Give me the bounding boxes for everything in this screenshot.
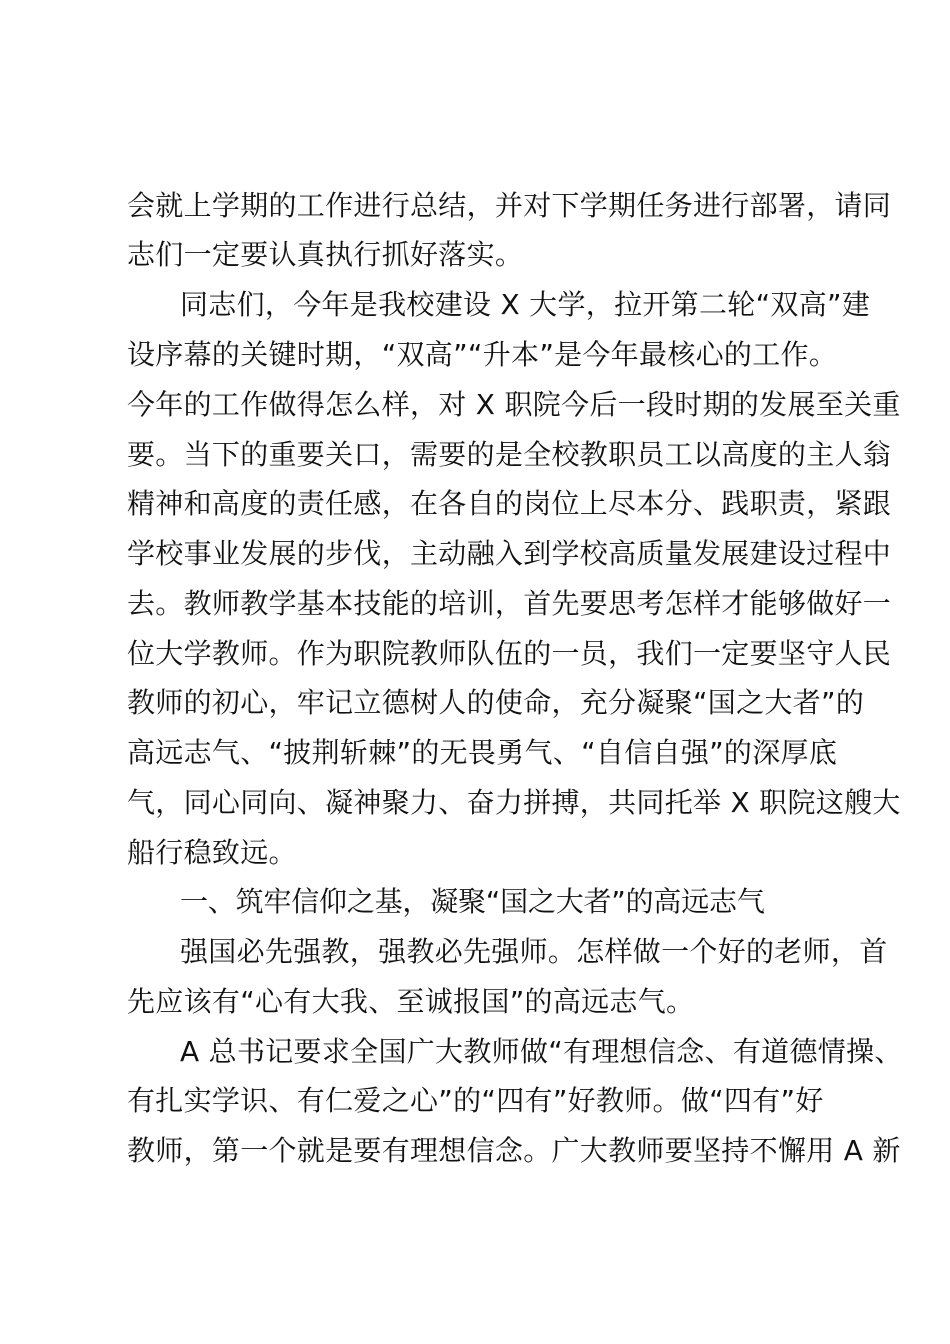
text-line: 船行稳致远。 xyxy=(127,836,297,869)
text-line: 高远志气、“披荆斩棘”的无畏勇气、“自信自强”的深厚底 xyxy=(127,736,838,769)
section-heading: 一、筑牢信仰之基，凝聚“国之大者”的高远志气 xyxy=(180,885,765,918)
text-line: 精神和高度的责任感，在各自的岗位上尽本分、践职责，紧跟 xyxy=(127,487,892,520)
text-line: 志们一定要认真执行抓好落实。 xyxy=(127,238,524,271)
text-line: 有扎实学识、有仁爱之心”的“四有”好教师。做“四有”好 xyxy=(127,1084,824,1117)
text-line: 去。教师教学基本技能的培训，首先要思考怎样才能够做好一 xyxy=(127,587,892,620)
text-line: 先应该有“心有大我、至诚报国”的高远志气。 xyxy=(127,985,695,1018)
paragraph-first-line: A 总书记要求全国广大教师做“有理想信念、有道德情操、 xyxy=(180,1035,903,1068)
text-line: 设序幕的关键时期，“双高”“升本”是今年最核心的工作。 xyxy=(127,338,838,371)
paragraph-first-line: 同志们，今年是我校建设 X 大学，拉开第二轮“双高”建 xyxy=(180,288,871,321)
paragraph-first-line: 强国必先强教，强教必先强师。怎样做一个好的老师，首 xyxy=(180,935,888,968)
text-line: 教师，第一个就是要有理想信念。广大教师要坚持不懈用 A 新 xyxy=(127,1134,901,1167)
text-line: 学校事业发展的步伐，主动融入到学校高质量发展建设过程中 xyxy=(127,537,892,570)
text-line: 今年的工作做得怎么样，对 X 职院今后一段时期的发展至关重 xyxy=(127,388,901,421)
text-line: 教师的初心，牢记立德树人的使命，充分凝聚“国之大者”的 xyxy=(127,686,865,719)
text-line: 气，同心同向、凝神聚力、奋力拼搏，共同托举 X 职院这艘大 xyxy=(127,786,901,819)
text-line: 要。当下的重要关口，需要的是全校教职员工以高度的主人翁 xyxy=(127,438,892,471)
text-line: 会就上学期的工作进行总结，并对下学期任务进行部署，请同 xyxy=(127,189,892,222)
text-line: 位大学教师。作为职院教师队伍的一员，我们一定要坚守人民 xyxy=(127,637,892,670)
